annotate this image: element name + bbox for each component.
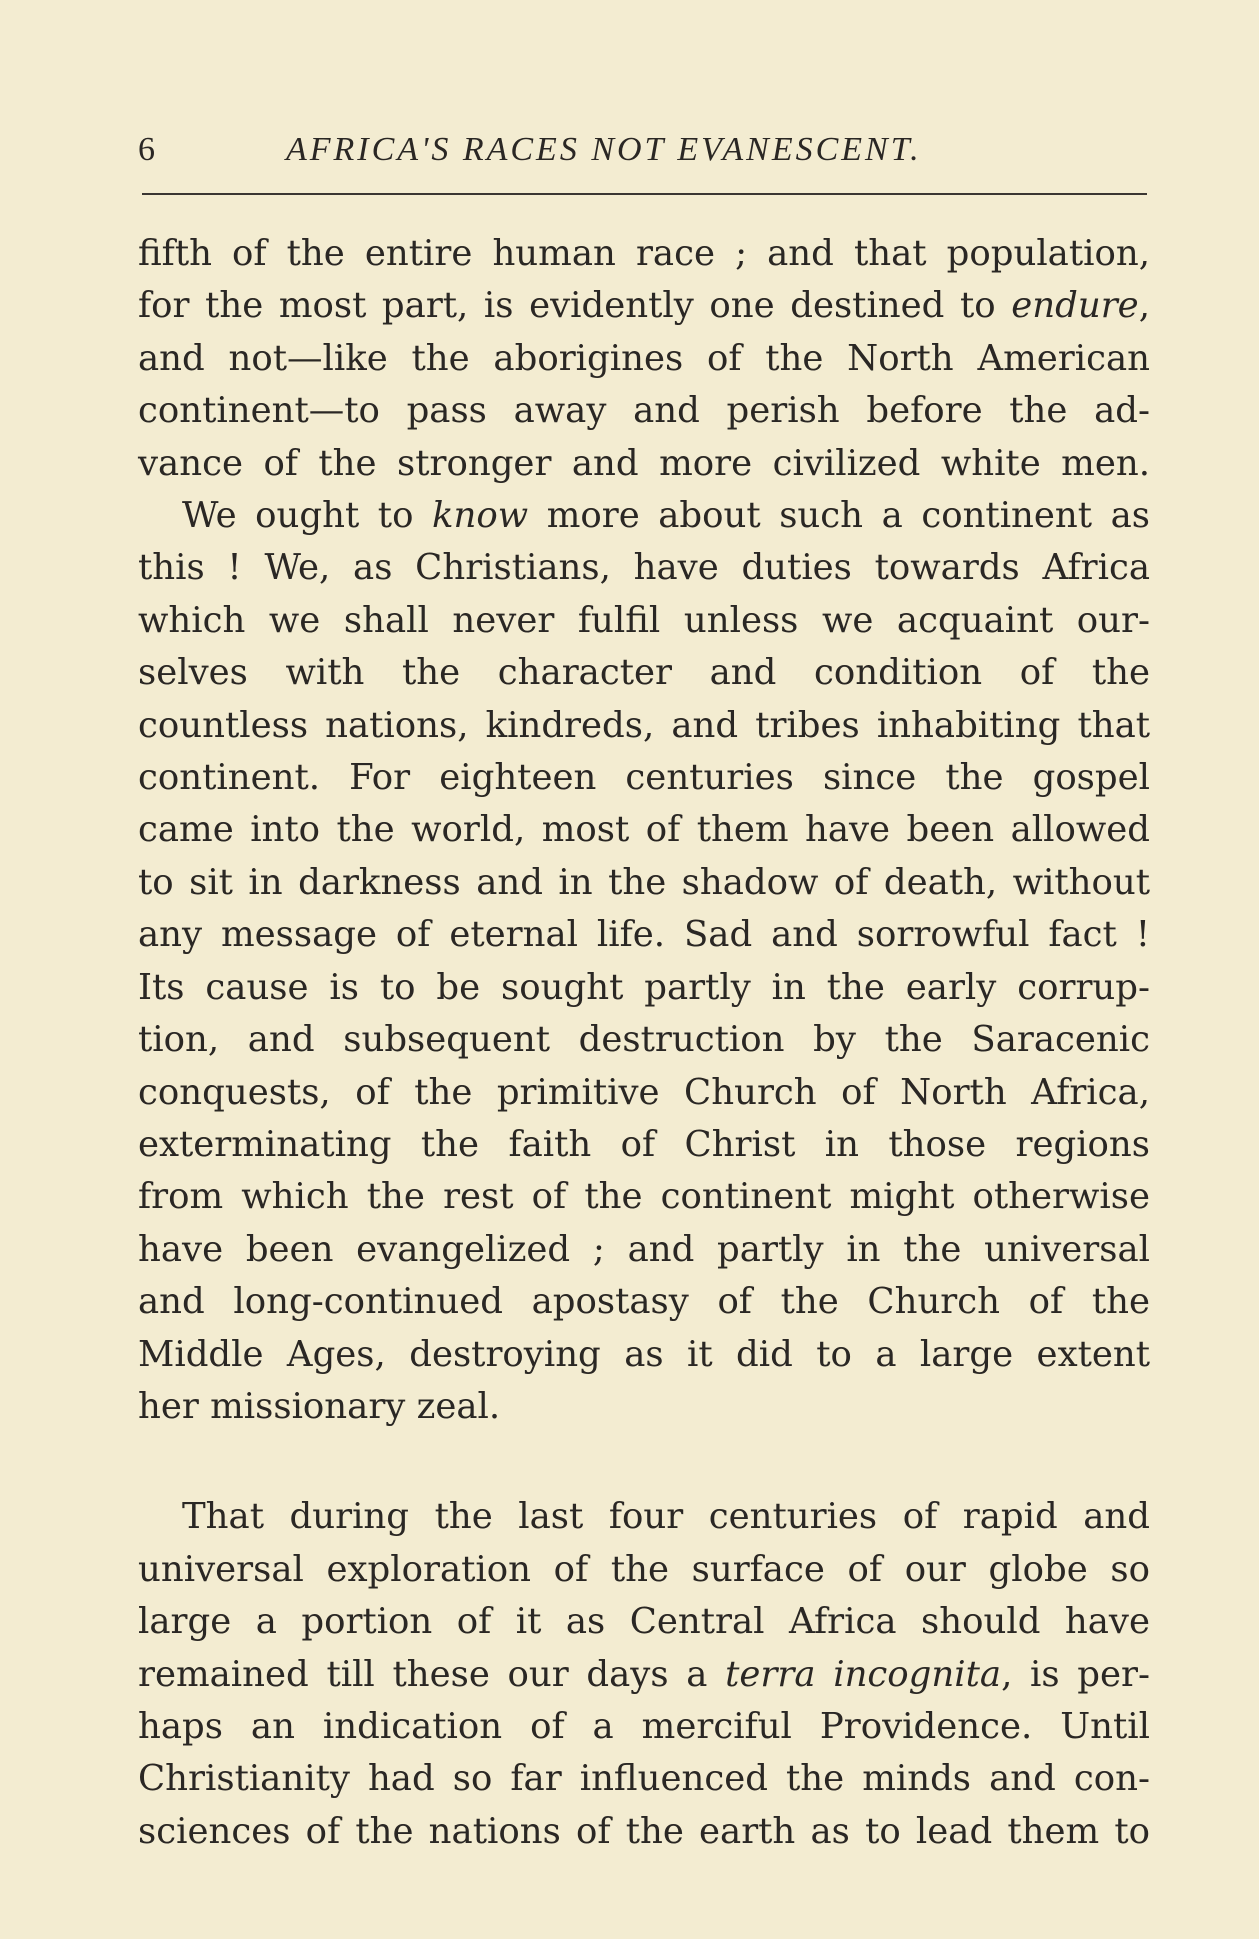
text-line: Christianity had so far influenced the minds and con- xyxy=(138,1758,1150,1800)
paragraph-2 xyxy=(138,490,1150,1433)
text-line: countless nations, kindreds, and tribes inhabiting that xyxy=(138,704,1150,746)
text-line: to sit in darkness and in the shadow of death, without xyxy=(138,861,1150,903)
section-gap xyxy=(138,1433,1150,1491)
text-line: and not—like the aborigines of the North American xyxy=(138,337,1150,379)
text-line: large a portion of it as Central Africa should have xyxy=(138,1601,1150,1643)
text-line: sciences of the nations of the earth as to lead them to xyxy=(138,1810,1150,1852)
text-line: this ! We, as Christians, have duties towards Africa xyxy=(138,547,1150,589)
text-line: continent—to pass away and perish before the ad- xyxy=(138,390,1150,432)
text-line: have been evangelized ; and partly in the universal xyxy=(138,1228,1150,1270)
running-header xyxy=(138,128,1148,172)
text-line: conquests, of the primitive Church of North Africa, xyxy=(138,1071,1150,1113)
text-line: came into the world, most of them have been allowed xyxy=(138,809,1150,851)
running-title: AFRICA'S RACES NOT EVANESCENT. xyxy=(286,131,922,168)
text-line: selves with the character and condition of the xyxy=(138,652,1150,694)
emphasis: terra incognita xyxy=(725,1653,1002,1695)
text-line: her missionary zeal. xyxy=(138,1385,501,1427)
header-rule xyxy=(142,193,1147,195)
paragraph-1 xyxy=(138,228,1150,490)
text-line: which we shall never fulfil unless we acquaint our- xyxy=(138,599,1150,641)
text-line: vance of the stronger and more civilized white men. xyxy=(138,442,1150,484)
text-line: Its cause is to be sought partly in the early corrup- xyxy=(138,966,1150,1008)
text-line: fifth of the entire human race ; and that population, xyxy=(138,233,1150,274)
text-line: remained till these our days a terra incognita, is per- xyxy=(138,1653,1150,1695)
text-line: and long-continued apostasy of the Church of the xyxy=(138,1281,1150,1323)
emphasis: know xyxy=(432,495,529,537)
text-line: tion, and subsequent destruction by the Saracenic xyxy=(138,1019,1150,1061)
text-line: exterminating the faith of Christ in those regions xyxy=(138,1123,1150,1165)
text-line: universal exploration of the surface of our globe so xyxy=(138,1548,1150,1590)
text-line: Middle Ages, destroying as it did to a large extent xyxy=(138,1333,1150,1375)
text-line: any message of eternal life. Sad and sorrowful fact ! xyxy=(138,914,1150,956)
body-text xyxy=(138,228,1150,1858)
text-line: We ought to know more about such a continent as xyxy=(182,495,1150,537)
page-number: 6 xyxy=(138,131,155,168)
text-line: haps an indication of a merciful Providence. Until xyxy=(138,1705,1150,1747)
paragraph-3 xyxy=(138,1491,1150,1858)
text-line: for the most part, is evidently one destined to endure, xyxy=(138,285,1150,327)
text-line: That during the last four centuries of rapid and xyxy=(182,1496,1150,1538)
emphasis: endure xyxy=(1011,285,1139,327)
text-line: from which the rest of the continent might otherwise xyxy=(138,1176,1150,1218)
text-line: continent. For eighteen centuries since the gospel xyxy=(138,757,1150,799)
